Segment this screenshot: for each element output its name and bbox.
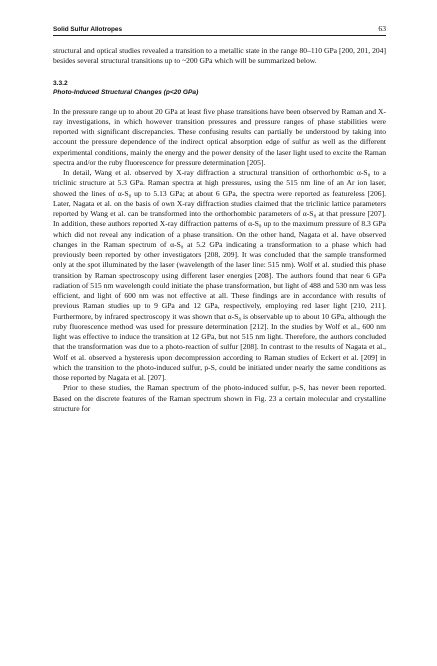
body-paragraph: In the pressure range up to about 20 GPa at least five phase transitions have been observed by Raman and X-ray investigations, in which however transition pressures and pressure ranges of phase stabilities were reported with significant discrepancies. These confusing results can partially be understood by taking into account the pressure dependence of the indirect optical absorption edge of sulfur as well as the different experimental conditions, mainly the energy and the power density of the laser light used to excite the Raman spectra and/or the ruby fluorescence for pressure determination [205]. — [53, 106, 386, 167]
body-paragraph: Prior to these studies, the Raman spectrum of the photo-induced sulfur, p-S, has never been reported. Based on the discrete features of the Raman spectrum shown in Fig. 23 a certain molecular and crystalline structure for — [53, 383, 386, 413]
page — [53, 24, 386, 414]
running-head — [53, 24, 386, 36]
section-number: 3.3.2 — [53, 79, 68, 87]
intro-paragraph: structural and optical studies revealed a transition to a metallic state in the range 80–110 GPa [200, 201, 204] besides several structural transitions up to ~200 GPa which will be summarized below. — [53, 46, 386, 66]
body-paragraph: In detail, Wang et al. observed by X-ray diffraction a structural transition of orthorhombic α-S₈ to a triclinic structure at 5.3 GPa. Raman spectra at high pressures, using the 515 nm line of an Ar ion laser, showed the lines of α-S₈ up to 5.13 GPa; at about 6 GPa, the spectra were reported as featureless [206]. Later, Nagata et al. on the basis of own X-ray diffraction studies claimed that the triclinic lattice parameters reported by Wang et al. can be transformed into the orthorhombic parameters of α-S₈ at that pressure [207]. In addition, these authors reported X-ray diffraction patterns of α-S₈ up to the maximum pressure of 8.3 GPa which did not reveal any indication of a phase transition. On the other hand, Nagata et al. have observed changes in the Raman spectrum of α-S₈ at 5.2 GPa indicating a transformation to a phase which had previously been reported by other investigators [208, 209]. It was concluded that the sample transformed only at the spot illuminated by the laser (wavelength of the laser line: 515 nm). Wolf et al. studied this phase transition by Raman spectroscopy using different laser energies [208]. The authors found that near 6 GPa radiation of 515 nm wavelength could initiate the phase transformation, but light of 488 and 530 nm was less efficient, and light of 600 nm was not effective at all. These findings are in accordance with results of previous Raman studies up to 9 GPa and 12 GPa, respectively, employing red laser light [210, 211]. Furthermore, by infrared spectroscopy it was shown that α-S₈ is observable up to about 10 GPa, although the ruby fluorescence method was used for pressure determination [212]. In the studies by Wolf et al., 600 nm light was effective to induce the transition at 12 GPa, but not 515 nm light. Therefore, the authors concluded that the transformation was due to a photo-reaction of sulfur [208]. In contrast to the results of Nagata et al., Wolf et al. observed a hysteresis upon decompression according to Raman studies of Eckert et al. [209] in which the transition to the photo-induced sulfur, p-S, could be initiated under nearly the same conditions as those reported by Nagata et al. [207]. — [53, 168, 386, 382]
page-number: 63 — [378, 24, 386, 33]
section-title: Photo-Induced Structural Changes (p<20 GPa) — [53, 88, 199, 96]
running-title: Solid Sulfur Allotropes — [53, 26, 122, 33]
